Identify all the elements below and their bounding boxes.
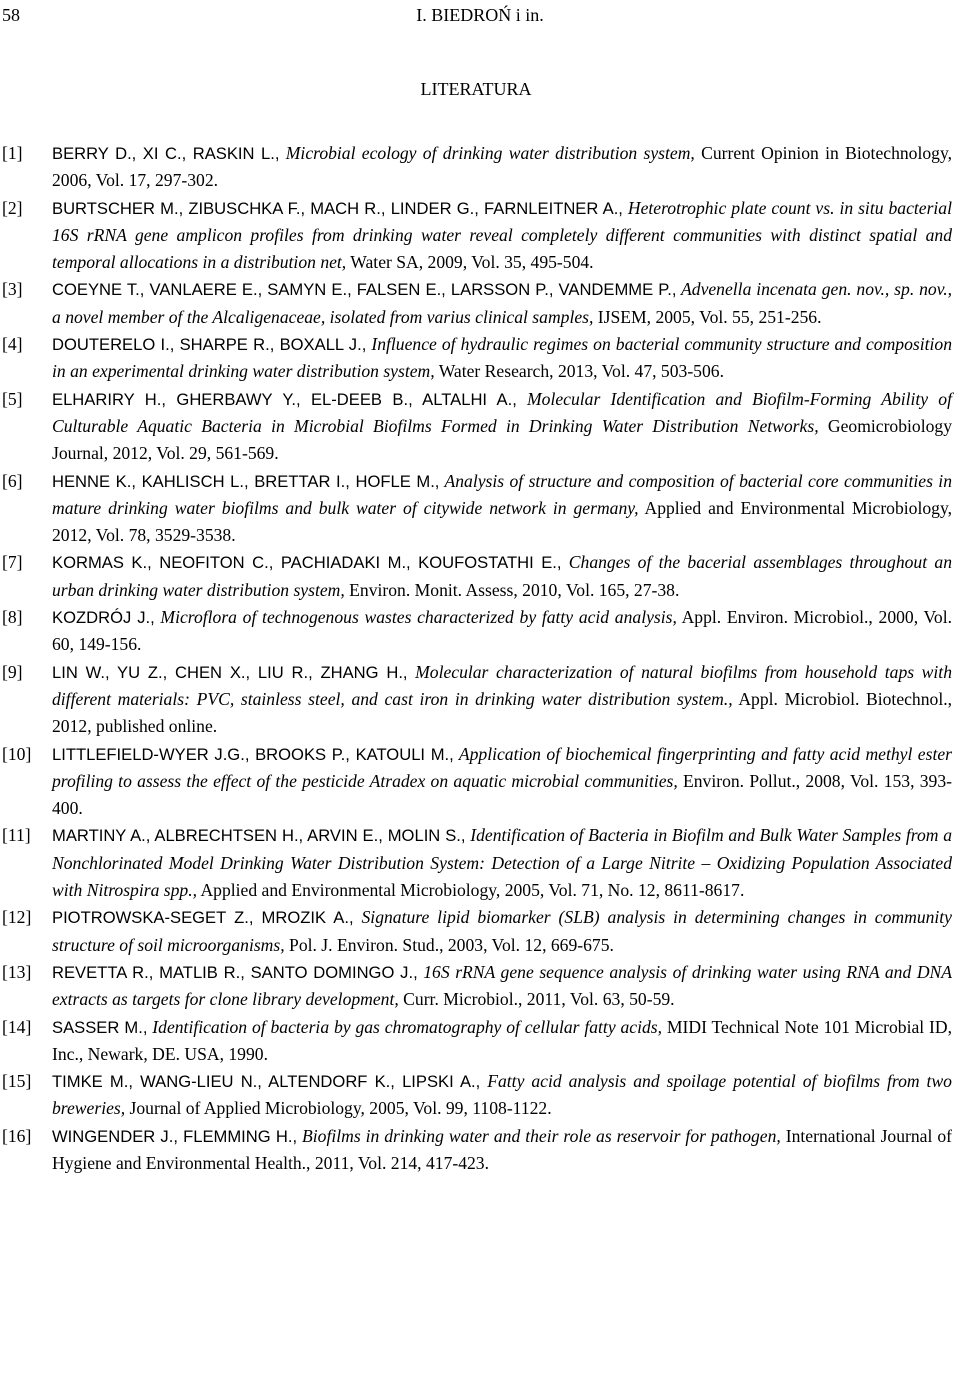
reference-source: Appl. Environ. Microbiol., 2000, Vol. 60, 149-156. [52, 607, 953, 655]
reference-item [2, 195, 952, 277]
reference-item [2, 549, 952, 604]
reference-item [2, 959, 952, 1014]
reference-authors: LIN W., YU Z., CHEN X., LIU R., ZHANG H., [52, 662, 408, 682]
reference-authors: KORMAS K., NEOFITON C., PACHIADAKI M., KOUFOSTATHI E., [52, 553, 562, 573]
reference-authors: MARTINY A., ALBRECHTSEN H., ARVIN E., MOLIN S., [52, 826, 466, 846]
reference-item [2, 468, 952, 550]
reference-source: Environ. Pollut., 2008, Vol. 153, 393-400. [52, 770, 952, 819]
reference-authors: REVETTA R., MATLIB R., SANTO DOMINGO J., [52, 962, 418, 982]
reference-title: Fatty acid analysis and spoilage potential of biofilms from two breweries, [52, 1071, 952, 1119]
reference-number: [4] [2, 334, 23, 355]
reference-item [2, 741, 952, 823]
reference-title: Biofilms in drinking water and their role as reservoir for pathogen, [297, 1125, 781, 1146]
reference-title: Signature lipid biomarker (SLB) analysis in determining changes in community structure of soil microorganisms, [52, 907, 952, 955]
reference-number: [5] [2, 388, 23, 409]
reference-source: MIDI Technical Note 101 Microbial ID, Inc., Newark, DE. USA, 1990. [52, 1016, 952, 1064]
reference-authors: TIMKE M., WANG-LIEU N., ALTENDORF K., LIPSKI A., [52, 1072, 481, 1092]
reference-number: [12] [2, 907, 32, 928]
reference-authors: SASSER M., [52, 1017, 148, 1037]
reference-authors: COEYNE T., VANLAERE E., SAMYN E., FALSEN E., LARSSON P., VANDEMME P., [52, 280, 677, 300]
reference-authors: BURTSCHER M., ZIBUSCHKA F., MACH R., LINDER G., FARNLEITNER A., [52, 198, 623, 218]
reference-number: [8] [2, 607, 23, 628]
reference-title: 16S rRNA gene sequence analysis of drinking water using RNA and DNA extracts as targets for clone library development, [52, 961, 953, 1010]
reference-title: Identification of bacteria by gas chromatography of cellular fatty acids, [147, 1016, 663, 1037]
reference-number: [15] [2, 1071, 32, 1092]
reference-number: [10] [2, 743, 32, 764]
reference-source: Pol. J. Environ. Stud., 2003, Vol. 12, 669-675. [284, 934, 614, 955]
reference-title: Heterotrophic plate count vs. in situ bacterial 16S rRNA gene amplicon profiles from drinking water reveal completely different communities with distinct spatial and temporal allocations in a distribution net, [52, 197, 952, 273]
page-number: 58 [2, 5, 20, 25]
reference-item [2, 276, 952, 331]
reference-source: Journal of Applied Microbiology, 2005, Vol. 99, 1108-1122. [125, 1098, 552, 1119]
reference-item [2, 659, 952, 741]
reference-title: Analysis of structure and composition of bacterial core communities in mature drinking water biofilms and bulk water of citywide network in germany, [52, 470, 952, 518]
reference-source: Environ. Monit. Assess, 2010, Vol. 165, 27-38. [344, 579, 680, 600]
reference-authors: DOUTERELO I., SHARPE R., BOXALL J., [52, 335, 367, 355]
reference-item [2, 604, 952, 659]
reference-title: Changes of the bacerial assemblages throughout an urban drinking water distribution system, [52, 552, 952, 600]
reference-item [2, 904, 952, 959]
reference-item [2, 822, 952, 904]
reference-number: [13] [2, 961, 32, 982]
reference-source: International Journal of Hygiene and Environmental Health., 2011, Vol. 214, 417-423. [52, 1125, 952, 1173]
reference-number: [3] [2, 279, 23, 300]
reference-item [2, 1123, 952, 1178]
reference-title: Identification of Bacteria in Biofilm and Bulk Water Samples from a Nonchlorinated Model Drinking Water Distribution System: Detection of a Large Nitrite – Oxidizing Population Associated with Nitrospira spp., [52, 825, 952, 901]
section-title: LITERATURA [420, 79, 532, 99]
reference-number: [16] [2, 1125, 32, 1146]
reference-source: Curr. Microbiol., 2011, Vol. 63, 50-59. [398, 989, 675, 1010]
reference-title: Molecular characterization of natural biofilms from household taps with different materials: PVC, stainless steel, and cast iron in drinking water distribution system., [52, 661, 952, 709]
reference-authors: ELHARIRY H., GHERBAWY Y., EL-DEEB B., ALTALHI A., [52, 389, 517, 409]
reference-authors: HENNE K., KAHLISCH L., BRETTAR I., HOFLE M., [52, 471, 440, 491]
running-head: I. BIEDROŃ i in. [416, 5, 544, 25]
reference-item [2, 331, 952, 386]
reference-authors: WINGENDER J., FLEMMING H., [52, 1126, 298, 1146]
reference-list [2, 140, 952, 1177]
reference-title: Application of biochemical fingerprinting and fatty acid methyl ester profiling to assess the effect of the pesticide Atradex on aquatic microbial communities, [52, 743, 952, 791]
reference-number: [7] [2, 552, 23, 573]
reference-source: Water Research, 2013, Vol. 47, 503-506. [434, 361, 724, 382]
reference-number: [14] [2, 1016, 32, 1037]
reference-item [2, 140, 952, 195]
reference-source: Geomicrobiology Journal, 2012, Vol. 29, 561-569. [52, 415, 952, 464]
reference-item [2, 386, 952, 468]
reference-item [2, 1068, 952, 1123]
reference-source: Appl. Microbiol. Biotechnol., 2012, published online. [52, 688, 953, 737]
reference-source: IJSEM, 2005, Vol. 55, 251-256. [593, 306, 822, 327]
reference-title: Influence of hydraulic regimes on bacterial community structure and composition in an experimental drinking water distribution system, [52, 334, 952, 382]
reference-title: Microflora of technogenous wastes characterized by fatty acid analysis, [154, 607, 677, 628]
reference-source: Applied and Environmental Microbiology, 2005, Vol. 71, No. 12, 8611-8617. [197, 880, 745, 901]
reference-authors: PIOTROWSKA-SEGET Z., MROZIK A., [52, 908, 354, 928]
reference-title: Microbial ecology of drinking water distribution system, [279, 143, 695, 163]
reference-source: Applied and Environmental Microbiology, 2012, Vol. 78, 3529-3538. [52, 497, 952, 546]
reference-source: Water SA, 2009, Vol. 35, 495-504. [346, 252, 594, 273]
reference-source: Current Opinion in Biotechnology, 2006, Vol. 17, 297-302. [52, 143, 952, 191]
reference-authors: BERRY D., XI C., RASKIN L., [52, 144, 280, 163]
reference-number: [1] [2, 143, 23, 163]
reference-number: [6] [2, 470, 23, 491]
reference-title: Molecular Identification and Biofilm-Forming Ability of Culturable Aquatic Bacteria in Microbial Biofilms Formed in Drinking Water Distribution Networks, [52, 388, 952, 436]
reference-number: [11] [2, 825, 31, 846]
reference-authors: LITTLEFIELD-WYER J.G., BROOKS P., KATOULI M., [52, 744, 454, 764]
reference-authors: KOZDRÓJ J., [52, 608, 155, 628]
reference-title: Advenella incenata gen. nov., sp. nov., a novel member of the Alcaligenaceae, isolated from varius clinical samples, [52, 279, 953, 327]
reference-number: [2] [2, 197, 23, 218]
reference-number: [9] [2, 661, 23, 682]
reference-item [2, 1014, 952, 1069]
